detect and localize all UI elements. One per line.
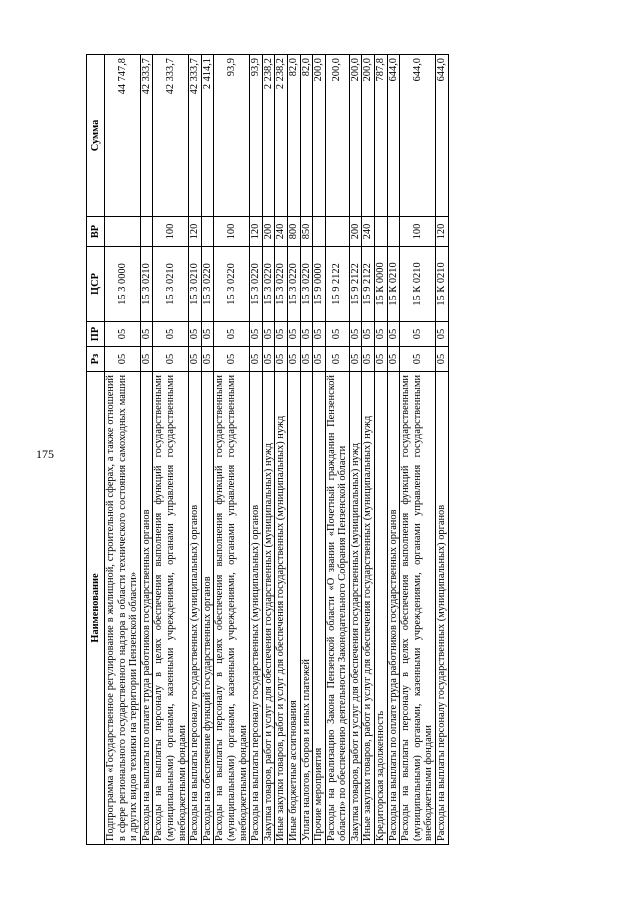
cell-csr: 15 3 0220	[300, 247, 313, 322]
cell-csr: 15 3 0220	[275, 247, 288, 322]
cell-sum: 200,0	[362, 55, 375, 217]
cell-pr: 05	[262, 322, 275, 347]
cell-rz: 05	[262, 347, 275, 372]
cell-csr: 15 К 0210	[387, 247, 400, 322]
cell-sum: 787,8	[375, 55, 388, 217]
cell-rz: 05	[362, 347, 375, 372]
cell-name: Иные бюджетные ассигнования	[287, 372, 300, 845]
cell-pr: 05	[250, 322, 263, 347]
cell-pr: 05	[362, 322, 375, 347]
cell-vr: 120	[189, 217, 202, 247]
rotated-page-content	[86, 55, 561, 845]
header-row	[87, 55, 105, 845]
cell-name: Расходы на выплаты персоналу государственных (муниципальных) органов	[250, 372, 263, 845]
cell-pr: 05	[140, 322, 153, 347]
table-row	[275, 55, 288, 845]
table-row	[325, 55, 349, 845]
cell-name: Закупка товаров, работ и услуг для обеспечения государственных (муниципальных) нужд	[349, 372, 362, 845]
page-number: 175	[36, 447, 54, 461]
cell-csr: 15 3 0220	[262, 247, 275, 322]
cell-vr: 100	[214, 217, 250, 247]
cell-csr: 15 9 0000	[313, 247, 326, 322]
table-row	[375, 55, 388, 845]
cell-sum: 200,0	[325, 55, 349, 217]
column-header-rz: Рз	[87, 347, 105, 372]
cell-csr: 15 К 0210	[400, 247, 436, 322]
cell-vr: 240	[362, 217, 375, 247]
cell-name: Расходы на реализацию Закона Пензенской области «О звании «Почетный гражданин Пензенской области» по обеспечению деятельности Законодательного Собрания Пензенской области	[325, 372, 349, 845]
cell-vr: 120	[250, 217, 263, 247]
cell-name: Расходы на выплаты персоналу государственных (муниципальных) органов	[189, 372, 202, 845]
cell-rz: 05	[300, 347, 313, 372]
cell-rz: 05	[201, 347, 214, 372]
cell-pr: 05	[300, 322, 313, 347]
cell-rz: 05	[313, 347, 326, 372]
cell-sum: 644,0	[436, 55, 449, 217]
cell-pr: 05	[325, 322, 349, 347]
cell-sum: 2 238,2	[262, 55, 275, 217]
cell-csr: 15 3 0000	[105, 247, 141, 322]
cell-sum: 42 333,7	[189, 55, 202, 217]
cell-name: Иные закупки товаров, работ и услуг для обеспечения государственных (муниципальных) нужд	[275, 372, 288, 845]
cell-pr: 05	[436, 322, 449, 347]
cell-sum: 93,9	[214, 55, 250, 217]
cell-pr: 05	[400, 322, 436, 347]
cell-vr: 200	[349, 217, 362, 247]
cell-name: Иные закупки товаров, работ и услуг для обеспечения государственных (муниципальных) нужд	[362, 372, 375, 845]
table-row	[262, 55, 275, 845]
cell-sum: 200,0	[313, 55, 326, 217]
cell-csr: 15 3 0210	[140, 247, 153, 322]
cell-pr: 05	[313, 322, 326, 347]
cell-rz: 05	[436, 347, 449, 372]
table-body	[105, 55, 449, 845]
column-header-sum: Сумма	[87, 55, 105, 217]
cell-vr: 100	[400, 217, 436, 247]
cell-pr: 05	[201, 322, 214, 347]
cell-vr	[325, 217, 349, 247]
cell-sum: 44 747,8	[105, 55, 141, 217]
cell-rz: 05	[214, 347, 250, 372]
table-row	[287, 55, 300, 845]
cell-vr	[140, 217, 153, 247]
table-header	[87, 55, 105, 845]
cell-csr: 15 3 0220	[287, 247, 300, 322]
cell-csr: 15 9 2122	[349, 247, 362, 322]
table-row	[349, 55, 362, 845]
cell-sum: 82,0	[300, 55, 313, 217]
cell-vr: 800	[287, 217, 300, 247]
table-row	[362, 55, 375, 845]
cell-pr: 05	[375, 322, 388, 347]
cell-vr: 200	[262, 217, 275, 247]
cell-vr: 120	[436, 217, 449, 247]
cell-pr: 05	[287, 322, 300, 347]
column-header-vr: ВР	[87, 217, 105, 247]
cell-pr: 05	[275, 322, 288, 347]
cell-name: Прочие мероприятия	[313, 372, 326, 845]
cell-vr	[201, 217, 214, 247]
cell-rz: 05	[287, 347, 300, 372]
cell-rz: 05	[400, 347, 436, 372]
cell-pr: 05	[189, 322, 202, 347]
cell-rz: 05	[250, 347, 263, 372]
cell-sum: 93,9	[250, 55, 263, 217]
cell-vr	[375, 217, 388, 247]
cell-vr	[313, 217, 326, 247]
cell-name: Расходы на выплаты по оплате труда работников государственных органов	[140, 372, 153, 845]
cell-vr: 240	[275, 217, 288, 247]
cell-name: Кредиторская задолженность	[375, 372, 388, 845]
table-row	[436, 55, 449, 845]
table-row	[250, 55, 263, 845]
cell-rz: 05	[349, 347, 362, 372]
cell-name: Подпрограмма «Государственное регулирование в жилищной, строительной сферах, а также отношений в сфере регионального государственного надзора в области технического состояния самоходных машин и других видов техники на территории Пензенской области»	[105, 372, 141, 845]
cell-sum: 200,0	[349, 55, 362, 217]
cell-vr	[387, 217, 400, 247]
cell-sum: 644,0	[400, 55, 436, 217]
cell-name: Расходы на выплаты персоналу в целях обеспечения выполнения функций государственными (муниципальными) органами, казенными учреждениями, органами управления государственными внебюджетными фондами	[400, 372, 436, 845]
cell-sum: 2 414,1	[201, 55, 214, 217]
table-row	[201, 55, 214, 845]
cell-name: Расходы на выплаты персоналу государственных (муниципальных) органов	[436, 372, 449, 845]
cell-pr: 05	[105, 322, 141, 347]
cell-csr: 15 К 0210	[436, 247, 449, 322]
cell-sum: 42 333,7	[153, 55, 189, 217]
cell-sum: 644,0	[387, 55, 400, 217]
cell-name: Закупка товаров, работ и услуг для обеспечения государственных (муниципальных) нужд	[262, 372, 275, 845]
cell-rz: 05	[189, 347, 202, 372]
cell-pr: 05	[387, 322, 400, 347]
cell-csr: 15 3 0210	[189, 247, 202, 322]
table-row	[214, 55, 250, 845]
table-row	[140, 55, 153, 845]
cell-pr: 05	[214, 322, 250, 347]
cell-name: Расходы на выплаты персоналу в целях обеспечения выполнения функций государственными (муниципальными) органами, казенными учреждениями, органами управления государственными внебюджетными фондами	[214, 372, 250, 845]
cell-vr	[105, 217, 141, 247]
cell-csr: 15 9 2122	[325, 247, 349, 322]
cell-name: Расходы на обеспечение функций государственных органов	[201, 372, 214, 845]
column-header-name: Наименование	[87, 372, 105, 845]
table-row	[189, 55, 202, 845]
cell-sum: 2 238,2	[275, 55, 288, 217]
cell-rz: 05	[275, 347, 288, 372]
cell-csr: 15 3 0220	[250, 247, 263, 322]
cell-pr: 05	[349, 322, 362, 347]
cell-csr: 15 3 0210	[153, 247, 189, 322]
cell-rz: 05	[105, 347, 141, 372]
cell-rz: 05	[140, 347, 153, 372]
cell-name: Расходы на выплаты персоналу в целях обеспечения выполнения функций государственными (муниципальными) органами, казенными учреждениями, органами управления государственными внебюджетными фондами	[153, 372, 189, 845]
cell-sum: 42 333,7	[140, 55, 153, 217]
column-header-pr: ПР	[87, 322, 105, 347]
table-row	[153, 55, 189, 845]
cell-csr: 15 К 0000	[375, 247, 388, 322]
table-row	[400, 55, 436, 845]
cell-pr: 05	[153, 322, 189, 347]
table-row	[300, 55, 313, 845]
column-header-csr: ЦСР	[87, 247, 105, 322]
budget-table	[86, 54, 449, 845]
table-row	[313, 55, 326, 845]
cell-rz: 05	[387, 347, 400, 372]
cell-rz: 05	[325, 347, 349, 372]
cell-vr: 850	[300, 217, 313, 247]
cell-name: Уплата налогов, сборов и иных платежей	[300, 372, 313, 845]
cell-name: Расходы на выплаты по оплате труда работников государственных органов	[387, 372, 400, 845]
table-row	[387, 55, 400, 845]
cell-rz: 05	[153, 347, 189, 372]
cell-vr: 100	[153, 217, 189, 247]
cell-csr: 15 3 0220	[214, 247, 250, 322]
cell-sum: 82,0	[287, 55, 300, 217]
cell-csr: 15 3 0220	[201, 247, 214, 322]
cell-csr: 15 9 2122	[362, 247, 375, 322]
cell-rz: 05	[375, 347, 388, 372]
table-row	[105, 55, 141, 845]
